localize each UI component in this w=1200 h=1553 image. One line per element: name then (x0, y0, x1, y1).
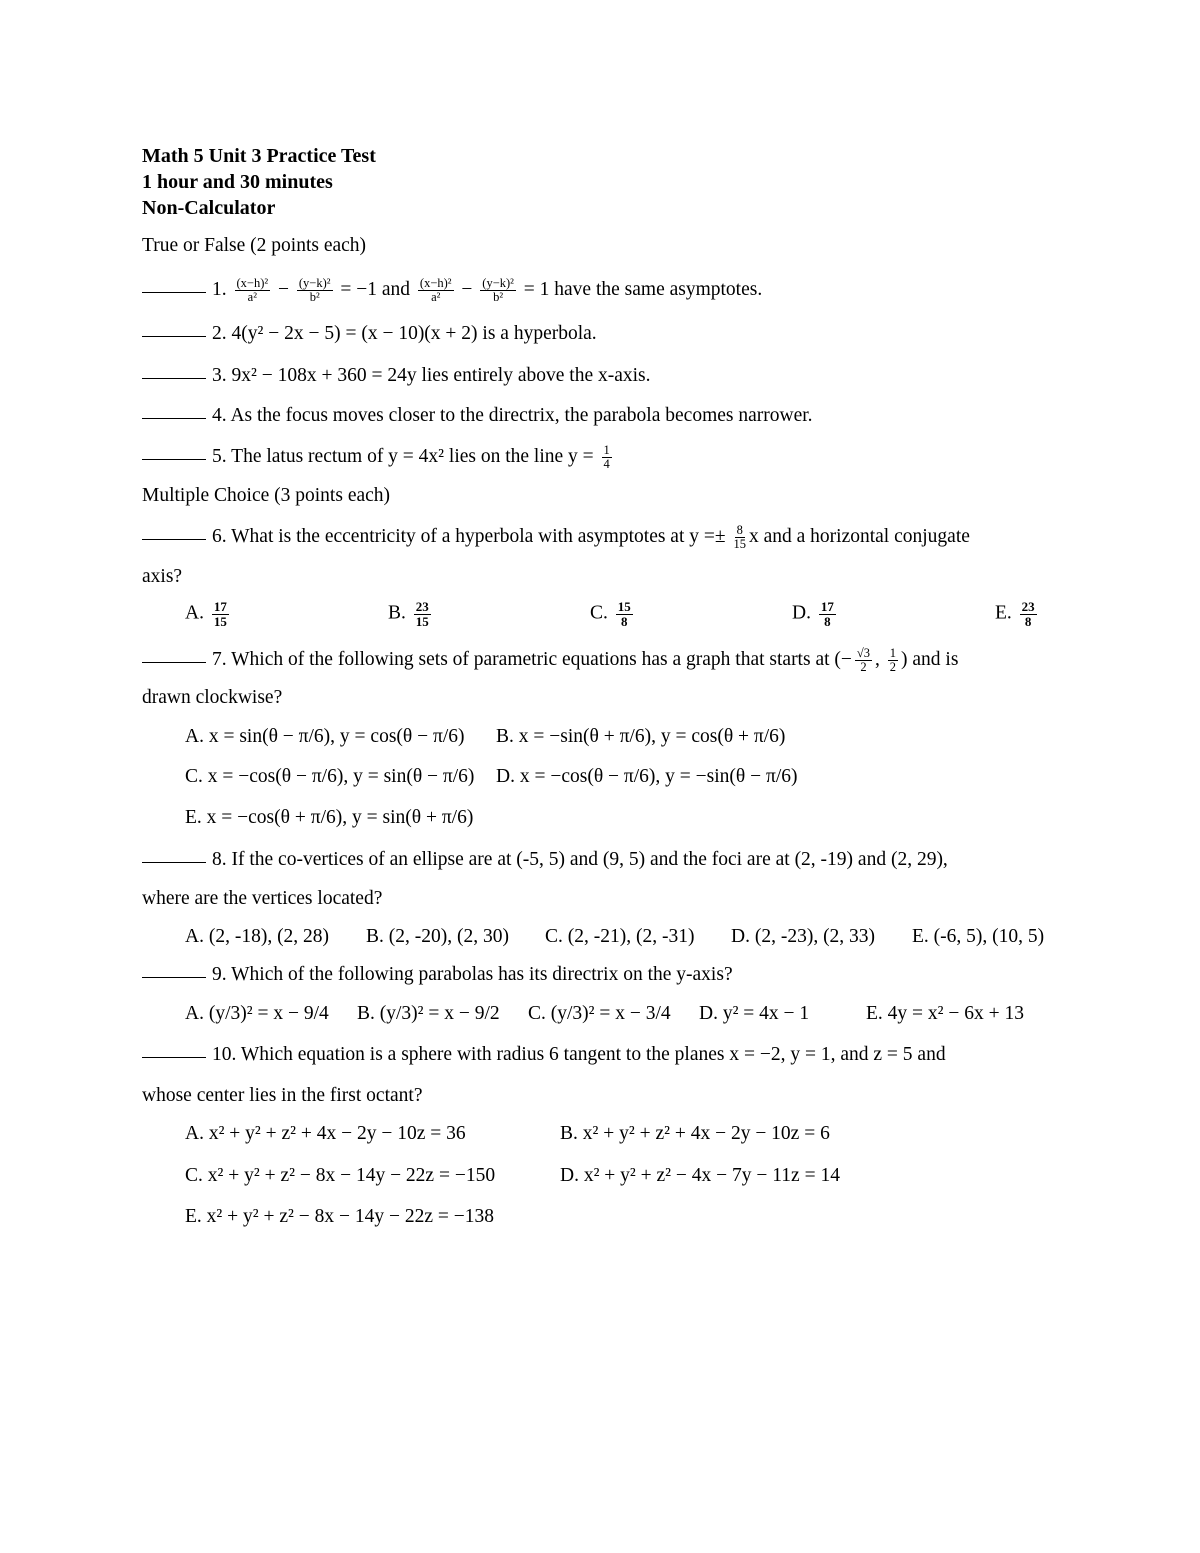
question-7-continued: drawn clockwise? (142, 687, 283, 708)
option-a: A. x² + y² + z² + 4x − 2y − 10z = 36 (185, 1123, 466, 1144)
question-number: 9. (212, 964, 227, 985)
option-d: D. y² = 4x − 1 (699, 1003, 810, 1024)
option-e: E. $\frac{23}{8}$ (995, 599, 1035, 629)
question-text: ) and is (901, 649, 959, 671)
question-10 (142, 1045, 946, 1065)
question-text: = 1 have the same asymptotes. (518, 279, 763, 301)
answer-blank (142, 378, 206, 379)
question-text: If the co-vertices of an ellipse are at (-5, 5) and (9, 5) and the foci are at (2, -19) and (2, 29), (226, 849, 948, 870)
question-text: Which of the following parabolas has its directrix on the y-axis? (231, 964, 733, 985)
question-10-continued: whose center lies in the first octant? (142, 1085, 423, 1106)
question-3 (142, 366, 651, 386)
question-4 (142, 406, 813, 426)
option-e: E. x² + y² + z² − 8x − 14y − 22z = −138 (185, 1206, 494, 1227)
fraction: $\frac{\text{(y−k)²}}{\text{b²}}$ (482, 276, 514, 305)
fraction: $\frac{√3}{2}$ (856, 646, 871, 675)
question-1: 1. $\frac{\text{(x−h)²}}{\text{a²}}$ − $\frac{\text{(y−k)²}}{\text{b²}}$ = −1 and $\frac{\text{(x−h)²}}{\text{a²}}$ − $\frac{\text{(y−k)²}}{\text{b²}}$ = 1 have the same asymptotes. (142, 277, 762, 304)
question-2 (142, 324, 597, 344)
question-text: Which equation is a sphere with radius 6 tangent to the planes x = −2, y = 1, and z = 5 and (240, 1044, 946, 1065)
question-text: x and a horizontal conjugate (748, 526, 970, 548)
fraction: $\frac{1}{4}$ (603, 443, 610, 472)
answer-blank (142, 1057, 206, 1058)
answer-blank (142, 662, 206, 663)
question-9-options (0, 1004, 1200, 1028)
option-b: B. x² + y² + z² + 4x − 2y − 10z = 6 (560, 1123, 830, 1144)
question-text: = −1 and (335, 279, 415, 301)
question-text: What is the eccentricity of a hyperbola with asymptotes at y =± (231, 526, 731, 548)
option-e: E. 4y = x² − 6x + 13 (866, 1003, 1024, 1024)
fraction: $\frac{8}{15}$ (733, 523, 746, 552)
question-6 (142, 524, 970, 551)
question-8-options (0, 927, 1200, 951)
option-d: D. x = −cos(θ − π/6), y = −sin(θ − π/6) (496, 766, 798, 787)
fraction: $\frac{\text{(y−k)²}}{\text{b²}}$ (298, 276, 331, 305)
question-7: 7. Which of the following sets of parametric equations has a graph that starts at (− $\frac{√3}{2}$ , $\frac{1}{2}$ ) and is (142, 647, 958, 674)
option-c: C. x = −cos(θ − π/6), y = sin(θ − π/6) (185, 766, 475, 787)
question-5 (142, 444, 615, 471)
question-8-continued: where are the vertices located? (142, 888, 383, 909)
answer-blank (142, 292, 206, 293)
question-number: 10. (212, 1044, 237, 1065)
option-b: B. $\frac{23}{15}$ (388, 599, 429, 629)
time-limit: 1 hour and 30 minutes (142, 171, 333, 193)
option-c: C. $\frac{15}{8}$ (590, 599, 631, 629)
question-9 (142, 965, 733, 985)
option-c: C. (2, -21), (2, -31) (545, 926, 695, 947)
question-number: 5. (212, 446, 227, 468)
answer-blank (142, 977, 206, 978)
question-6-options (0, 600, 1200, 634)
question-number: 6. (212, 526, 227, 548)
option-e: E. x = −cos(θ + π/6), y = sin(θ + π/6) (185, 807, 474, 828)
question-8 (142, 850, 948, 870)
option-c: C. (y/3)² = x − 3/4 (528, 1003, 671, 1024)
true-false-heading: True or False (2 points each) (142, 235, 367, 256)
option-b: B. x = −sin(θ + π/6), y = cos(θ + π/6) (496, 726, 786, 747)
question-6-continued: axis? (142, 566, 183, 587)
option-a: A. $\frac{17}{15}$ (185, 599, 227, 629)
fraction: $\frac{1}{2}$ (889, 646, 897, 675)
question-number: 3. (212, 365, 227, 386)
option-b: B. (2, -20), (2, 30) (366, 926, 509, 947)
question-number: 7. (212, 649, 227, 671)
answer-blank (142, 418, 206, 419)
question-number: 1. (212, 279, 227, 301)
question-text: 9x² − 108x + 360 = 24y lies entirely above the x-axis. (231, 365, 651, 386)
option-a: A. (y/3)² = x − 9/4 (185, 1003, 329, 1024)
test-title: Math 5 Unit 3 Practice Test (142, 145, 376, 167)
option-d: D. $\frac{17}{8}$ (792, 599, 834, 629)
option-a: A. (2, -18), (2, 28) (185, 926, 330, 947)
question-number: 4. (212, 405, 227, 426)
option-e: E. (-6, 5), (10, 5) (912, 926, 1045, 947)
question-number: 2. (212, 323, 227, 344)
fraction: $\frac{\text{(x−h)²}}{\text{a²}}$ (419, 276, 452, 305)
question-text: As the focus moves closer to the directrix, the parabola becomes narrower. (230, 405, 813, 426)
question-text: 4(y² − 2x − 5) = (x − 10)(x + 2) is a hyperbola. (231, 323, 597, 344)
option-a: A. x = sin(θ − π/6), y = cos(θ − π/6) (185, 726, 465, 747)
fraction: $\frac{\text{(x−h)²}}{\text{a²}}$ (236, 276, 269, 305)
answer-blank (142, 862, 206, 863)
option-d: D. (2, -23), (2, 33) (731, 926, 876, 947)
option-d: D. x² + y² + z² − 4x − 7y − 11z = 14 (560, 1165, 840, 1186)
option-c: C. x² + y² + z² − 8x − 14y − 22z = −150 (185, 1165, 496, 1186)
question-text: The latus rectum of y = 4x² lies on the line y = (231, 446, 599, 468)
answer-blank (142, 539, 206, 540)
option-b: B. (y/3)² = x − 9/2 (357, 1003, 500, 1024)
calculator-note: Non-Calculator (142, 197, 276, 219)
multiple-choice-heading: Multiple Choice (3 points each) (142, 485, 391, 506)
question-number: 8. (212, 849, 227, 870)
answer-blank (142, 459, 206, 460)
answer-blank (142, 336, 206, 337)
question-text: Which of the following sets of parametric equations has a graph that starts at (− (231, 649, 852, 671)
